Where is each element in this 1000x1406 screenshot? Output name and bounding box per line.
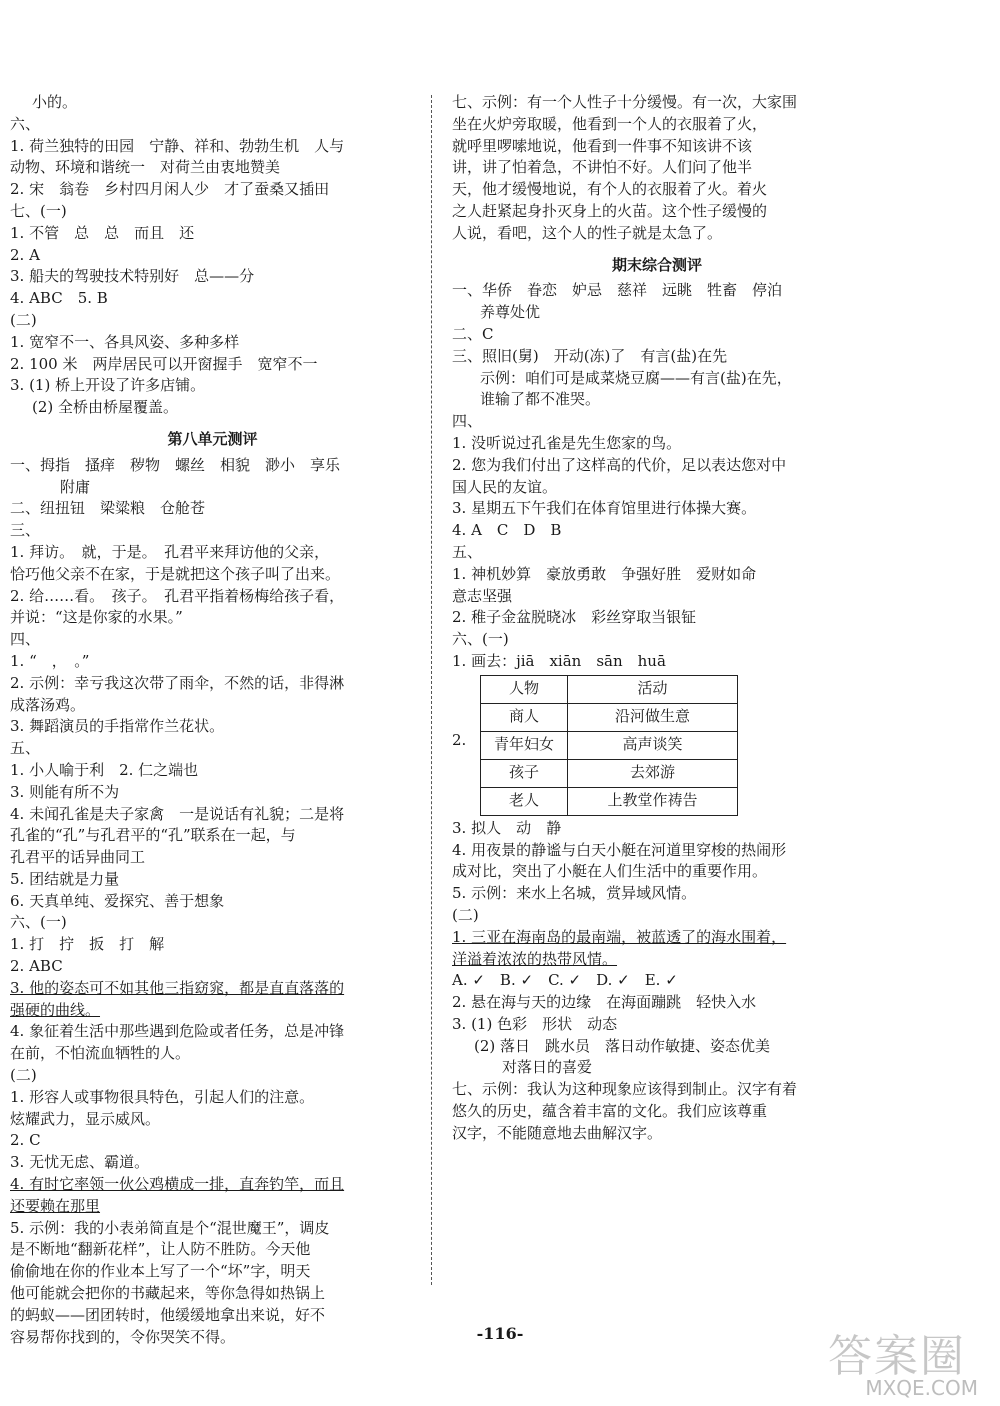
table-row — [481, 759, 738, 787]
answer-line: 一、华侨 眷恋 妒忌 慈祥 远眺 牲畜 停泊 — [452, 281, 783, 300]
answer-line: 二、纽扭钮 梁粱粮 仓舱苍 — [10, 499, 206, 518]
watermark-url: MXQE.COM — [865, 1376, 978, 1400]
activity-table-block — [452, 675, 862, 816]
answer-line: 洋溢着浓浓的热带风情。 — [452, 949, 618, 968]
answer-line: 1. 画去：jiā xiān sān huā — [452, 651, 666, 670]
answer-line: 3. 船夫的驾驶技术特别好 总——分 — [10, 267, 255, 286]
answer-line: 1. 打 拧 扳 打 解 — [10, 935, 165, 954]
answer-line: 的蚂蚁——团团转时，他缓缓地拿出来说，好不 — [10, 1305, 326, 1324]
answer-line: 人说，看吧，这个人的性子就是太急了。 — [452, 223, 723, 242]
answer-line: 3. 无忧无虑、霸道。 — [10, 1153, 150, 1172]
table-cell: 青年妇女 — [481, 731, 568, 759]
answer-line: 就呼里啰嗦地说，他看到一件事不知该讲不该 — [452, 136, 753, 155]
answer-line: 2. A — [10, 245, 40, 264]
answer-line: A. ✓ B. ✓ C. ✓ D. ✓ E. ✓ — [452, 971, 678, 990]
answer-line: 3. (1) 桥上开设了许多店铺。 — [10, 376, 206, 395]
answer-line: 小的。 — [32, 93, 78, 111]
answer-line: (2) 全桥由桥屋覆盖。 — [32, 398, 179, 417]
answer-line: 4. 未闻孔雀是夫子家禽 一是说话有礼貌；二是将 — [10, 804, 345, 823]
answer-line: 孔君平的话异曲同工 — [10, 848, 146, 867]
answer-line: 之人赶紧起身扑灭身上的火苗。这个性子缓慢的 — [452, 201, 768, 220]
answer-line: 6. 天真单纯、爱探究、善于想象 — [10, 891, 225, 910]
table-row — [481, 675, 738, 703]
answer-line: 4. A C D B — [452, 521, 562, 540]
answer-line: 二、C — [452, 324, 494, 343]
answer-line: 四、 — [10, 630, 41, 649]
answer-line: 六、(一) — [452, 630, 509, 649]
table-row — [481, 731, 738, 759]
answer-line: 偷偷地在你的作业本上写了一个“坏”字，明天 — [10, 1262, 311, 1281]
right-column-bottom — [452, 818, 862, 1145]
answer-line: 1. 形容人或事物很具特色，引起人们的注意。 — [10, 1087, 315, 1106]
table-row — [481, 703, 738, 731]
answer-line: 还要赖在那里 — [10, 1196, 101, 1215]
answer-line: 4. 有时它率领一伙公鸡横成一排，直奔钓竿，而且 — [10, 1175, 345, 1194]
answer-line: 容易帮你找到的，令你哭笑不得。 — [10, 1327, 236, 1346]
answer-line: (2) 落日 跳水员 落日动作敏捷、姿态优美 — [474, 1036, 771, 1055]
answer-line: 动物、环境和谐统一 对荷兰由衷地赞美 — [10, 158, 281, 177]
answer-line: 五、 — [452, 542, 483, 561]
table-cell: 老人 — [481, 787, 568, 815]
answer-line: 成对比，突出了小艇在人们生活中的重要作用。 — [452, 862, 768, 881]
answer-line: 示例：咱们可是咸菜烧豆腐——有言(盐)在先， — [480, 368, 792, 387]
table-cell: 人物 — [481, 675, 568, 703]
activity-table — [480, 675, 738, 816]
left-column — [10, 92, 415, 1348]
answer-line: 4. 象征着生活中那些遇到危险或者任务，总是冲锋 — [10, 1022, 345, 1041]
answer-line: 1. 荷兰独特的田园 宁静、祥和、勃勃生机 人与 — [10, 136, 345, 155]
answer-line: 一、拇指 搔痒 秽物 螺丝 相貌 渺小 享乐 — [10, 455, 341, 474]
right-column-top — [452, 92, 862, 673]
answer-line: 2. 您为我们付出了这样高的代价，足以表达您对中 — [452, 455, 787, 474]
table-item-number: 2. — [452, 730, 467, 749]
answer-line: 4. ABC 5. B — [10, 289, 108, 308]
answer-line: 强硬的曲线。 — [10, 1000, 101, 1019]
answer-line: 5. 团结就是力量 — [10, 869, 120, 888]
answer-line: 意志坚强 — [452, 586, 513, 605]
answer-line: 三、照旧(舅) 开动(冻)了 有言(盐)在先 — [452, 346, 728, 365]
answer-line: 七、示例：我认为这种现象应该得到制止。汉字有着 — [452, 1080, 798, 1099]
answer-line: (二) — [452, 905, 479, 924]
answer-line: 六、 — [10, 114, 41, 133]
answer-line: 3. 他的姿态可不如其他三指窈窕，都是直直落落的 — [10, 978, 345, 997]
answer-line: 对落日的喜爱 — [502, 1058, 593, 1077]
answer-line: 五、 — [10, 739, 41, 758]
answer-line: 坐在火炉旁取暖，他看到一个人的衣服着了火， — [452, 114, 768, 133]
answer-line: 四、 — [452, 412, 483, 431]
answer-line: 谁输了都不准哭。 — [480, 390, 601, 409]
answer-line: 1. 不管 总 总 而且 还 — [10, 223, 195, 242]
table-cell: 活动 — [568, 675, 738, 703]
answer-line: 2. 稚子金盆脱晓冰 彩丝穿取当银钲 — [452, 608, 697, 627]
table-cell: 高声谈笑 — [568, 731, 738, 759]
answer-line: 2. 宋 翁卷 乡村四月闲人少 才了蚕桑又插田 — [10, 180, 330, 199]
answer-line: (二) — [10, 310, 37, 329]
answer-line: 1. 宽窄不一、各具风姿、多种多样 — [10, 332, 240, 351]
answer-line: 2. 示例：幸亏我这次带了雨伞，不然的话，非得淋 — [10, 673, 345, 692]
answer-line: 3. 星期五下午我们在体育馆里进行体操大赛。 — [452, 499, 757, 518]
answer-line: 三、 — [10, 521, 41, 540]
table-cell: 去郊游 — [568, 759, 738, 787]
answer-line: 1. 没听说过孔雀是先生您家的鸟。 — [452, 433, 682, 452]
answer-line: 4. 用夜景的静谧与白天小艇在河道里穿梭的热闹形 — [452, 840, 787, 859]
answer-line: 5. 示例：来水上名城，赏异域风情。 — [452, 884, 697, 903]
answer-line: 3. 舞蹈演员的手指常作兰花状。 — [10, 717, 225, 736]
answer-line: 六、(一) — [10, 913, 67, 932]
answer-line: 1. 小人喻于利 2. 仁之端也 — [10, 760, 199, 779]
answer-line: 2. C — [10, 1131, 41, 1150]
table-cell: 沿河做生意 — [568, 703, 738, 731]
table-row — [481, 787, 738, 815]
answer-line: 讲，讲了怕着急，不讲怕不好。人们问了他半 — [452, 158, 753, 177]
answer-line: 5. 示例：我的小表弟简直是个“混世魔王”，调皮 — [10, 1218, 330, 1237]
answer-line: 孔雀的“孔”与孔君平的“孔”联系在一起，与 — [10, 826, 296, 845]
answer-line: 恰巧他父亲不在家，于是就把这个孩子叫了出来。 — [10, 564, 341, 583]
right-column — [452, 92, 862, 1145]
answer-line: (二) — [10, 1066, 37, 1085]
answer-line: 附庸 — [60, 477, 91, 496]
answer-line: 3. 则能有所不为 — [10, 782, 120, 801]
answer-line: 1. 三亚在海南岛的最南端，被蓝透了的海水围着， — [452, 927, 787, 946]
section-title: 期末综合测评 — [611, 255, 702, 274]
answer-line: 是不断地“翻新花样”，让人防不胜防。今天他 — [10, 1240, 311, 1259]
answer-line: 并说：“这是你家的水果。” — [10, 608, 183, 627]
answer-line: 3. 拟人 动 静 — [452, 818, 562, 837]
answer-line: 炫耀武力，显示威风。 — [10, 1109, 161, 1128]
section-title: 第八单元测评 — [167, 429, 258, 448]
answer-line: 3. (1) 色彩 形状 动态 — [452, 1014, 618, 1033]
column-divider — [431, 95, 432, 1285]
answer-line: 国人民的友谊。 — [452, 477, 558, 496]
answer-line: 1. 神机妙算 豪放勇敢 争强好胜 爱财如命 — [452, 564, 757, 583]
answer-line: 七、(一) — [10, 201, 67, 220]
table-cell: 商人 — [481, 703, 568, 731]
answer-line: 1. 拜访。 就，于是。 孔君平来拜访他的父亲， — [10, 542, 330, 561]
answer-line: 成落汤鸡。 — [10, 695, 86, 714]
answer-line: 2. 悬在海与天的边缘 在海面蹦跳 轻快入水 — [452, 993, 757, 1012]
answer-line: 养尊处优 — [480, 303, 541, 322]
watermark-logo — [828, 1320, 978, 1398]
answer-line: 汉字，不能随意地去曲解汉字。 — [452, 1123, 663, 1142]
table-cell: 孩子 — [481, 759, 568, 787]
table-cell: 上教堂作祷告 — [568, 787, 738, 815]
answer-line: 1. “ ， 。” — [10, 651, 90, 670]
answer-line: 在前，不怕流血牺牲的人。 — [10, 1044, 191, 1063]
answer-line: 他可能就会把你的书藏起来，等你急得如热锅上 — [10, 1284, 326, 1303]
answer-line: 七、示例：有一个人性子十分缓慢。有一次，大家围 — [452, 93, 798, 111]
answer-line: 天，他才缓慢地说，有个人的衣服着了火。着火 — [452, 180, 768, 199]
answer-line: 悠久的历史，蕴含着丰富的文化。我们应该尊重 — [452, 1102, 768, 1121]
answer-line: 2. 给……看。 孩子。 孔君平指着杨梅给孩子看， — [10, 586, 345, 605]
page-number: -116- — [476, 1324, 524, 1343]
answer-line: 2. ABC — [10, 957, 63, 976]
watermark-text: 答案圈 — [828, 1331, 966, 1382]
answer-line: 2. 100 米 两岸居民可以开窗握手 宽窄不一 — [10, 354, 318, 373]
